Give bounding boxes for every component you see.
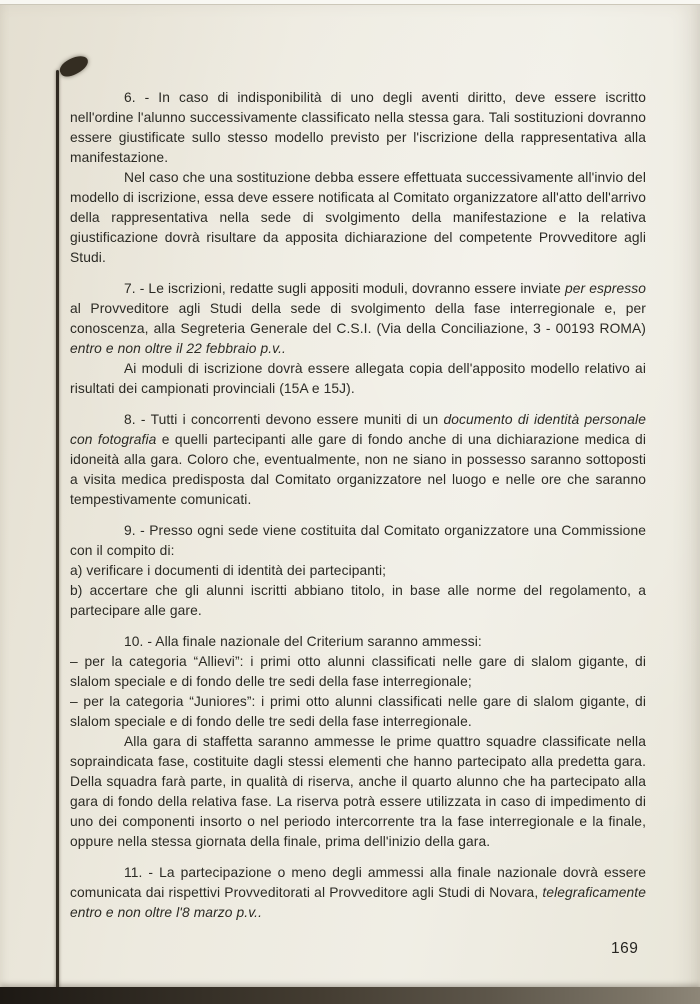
text-run-italic: per espresso <box>564 281 646 296</box>
text-run: 11. - La partecipazione o meno degli ammessi alla finale nazionale dovrà essere comunicata dai rispettivi Provveditorati al Provveditore agli Studi di Novara, <box>70 865 646 900</box>
page-number: 169 <box>611 940 639 957</box>
scan-top-edge <box>0 0 700 5</box>
paragraph-6-part-2: Nel caso che una sostituzione debba essere effettuata successivamente all'invio del modello di iscrizione, essa deve essere notificata al Comitato organizzatore all'atto dell'arrivo della rappresentativa nella sede di svolgimento della manifestazione e la relativa giustificazione dovrà risultare da apposita dichiarazione del competente Provveditore agli Studi. <box>70 170 646 265</box>
paragraph-11 <box>70 863 646 923</box>
scan-bottom-edge-shadow <box>0 987 700 1004</box>
scan-corner-artifact <box>57 52 91 80</box>
text-run-italic: entro e non oltre il 22 febbraio p.v.. <box>70 341 286 356</box>
paragraph-8 <box>70 410 646 510</box>
paragraph-10-item-allievi: – per la categoria “Allievi”: i primi otto alunni classificati nelle gare di slalom gigante, di slalom speciale e di fondo delle tre sedi della fase interregionale; <box>70 654 646 689</box>
scan-left-edge-shadow <box>56 70 59 1004</box>
paragraph-6-part-1: 6. - In caso di indisponibilità di uno degli aventi diritto, deve essere iscritto nell'ordine l'alunno successivamente classificato nella stessa gara. Tali sostituzioni dovranno essere giustificate sullo stesso modello previsto per l'iscrizione della rappresentativa alla manifestazione. <box>70 90 646 165</box>
page-body <box>70 88 646 923</box>
paragraph-9-item-a: a) verificare i documenti di identità dei partecipanti; <box>70 563 387 578</box>
text-run: 8. - Tutti i concorrenti devono essere muniti di un <box>124 412 444 427</box>
text-run: al Provveditore agli Studi della sede di svolgimento della fase interregionale e, per conoscenza, alla Segreteria Generale del C.S.I. (Via della Conciliazione, 3 - 00193 ROMA) <box>70 301 646 336</box>
text-run: e quelli partecipanti alle gare di fondo anche di una dichiarazione medica di idoneità alla gara. Coloro che, eventualmente, non ne siano in possesso saranno sottoposti a visita medica predisposta dal Comitato organizzatore nel luogo e nelle ore che saranno tempestivamente comunicati. <box>70 432 646 507</box>
paragraph-10-staffetta: Alla gara di staffetta saranno ammesse le prime quattro squadre classificate nella sopraindicata fase, costituite dagli stessi elementi che hanno partecipato alla predetta gara. Della squadra farà parte, in qualità di riserva, anche il quarto alunno che ha partecipato alla gara di fondo della relativa fase. La riserva potrà essere utilizzata in caso di impedimento di uno dei componenti insorto o nel periodo intercorrente tra la fase interregionale e la finale, oppure nella stessa giornata della finale, prima dell'inizio della gara. <box>70 734 646 849</box>
paragraph-10-item-juniores: – per la categoria “Juniores”: i primi otto alunni classificati nelle gare di slalom gigante, di slalom speciale e di fondo delle tre sedi della fase interregionale. <box>70 694 646 729</box>
paragraph-10-intro: 10. - Alla finale nazionale del Criterium saranno ammessi: <box>124 634 482 649</box>
text-run-italic: documento di identità personale con fotografia <box>70 412 646 447</box>
paragraph-9-item-b: b) accertare che gli alunni iscritti abbiano titolo, in base alle norme del regolamento, a partecipare alle gare. <box>70 583 646 618</box>
paragraph-7-part-1 <box>70 279 646 359</box>
text-run: 7. - Le iscrizioni, redatte sugli appositi moduli, dovranno essere inviate <box>124 281 565 296</box>
paragraph-9-intro: 9. - Presso ogni sede viene costituita dal Comitato organizzatore una Commissione con il compito di: <box>70 523 646 558</box>
paragraph-7-part-2: Ai moduli di iscrizione dovrà essere allegata copia dell'apposito modello relativo ai risultati dei campionati provinciali (15A e 15J). <box>70 361 646 396</box>
text-run-italic: telegraficamente entro e non oltre l'8 marzo p.v.. <box>70 885 646 920</box>
